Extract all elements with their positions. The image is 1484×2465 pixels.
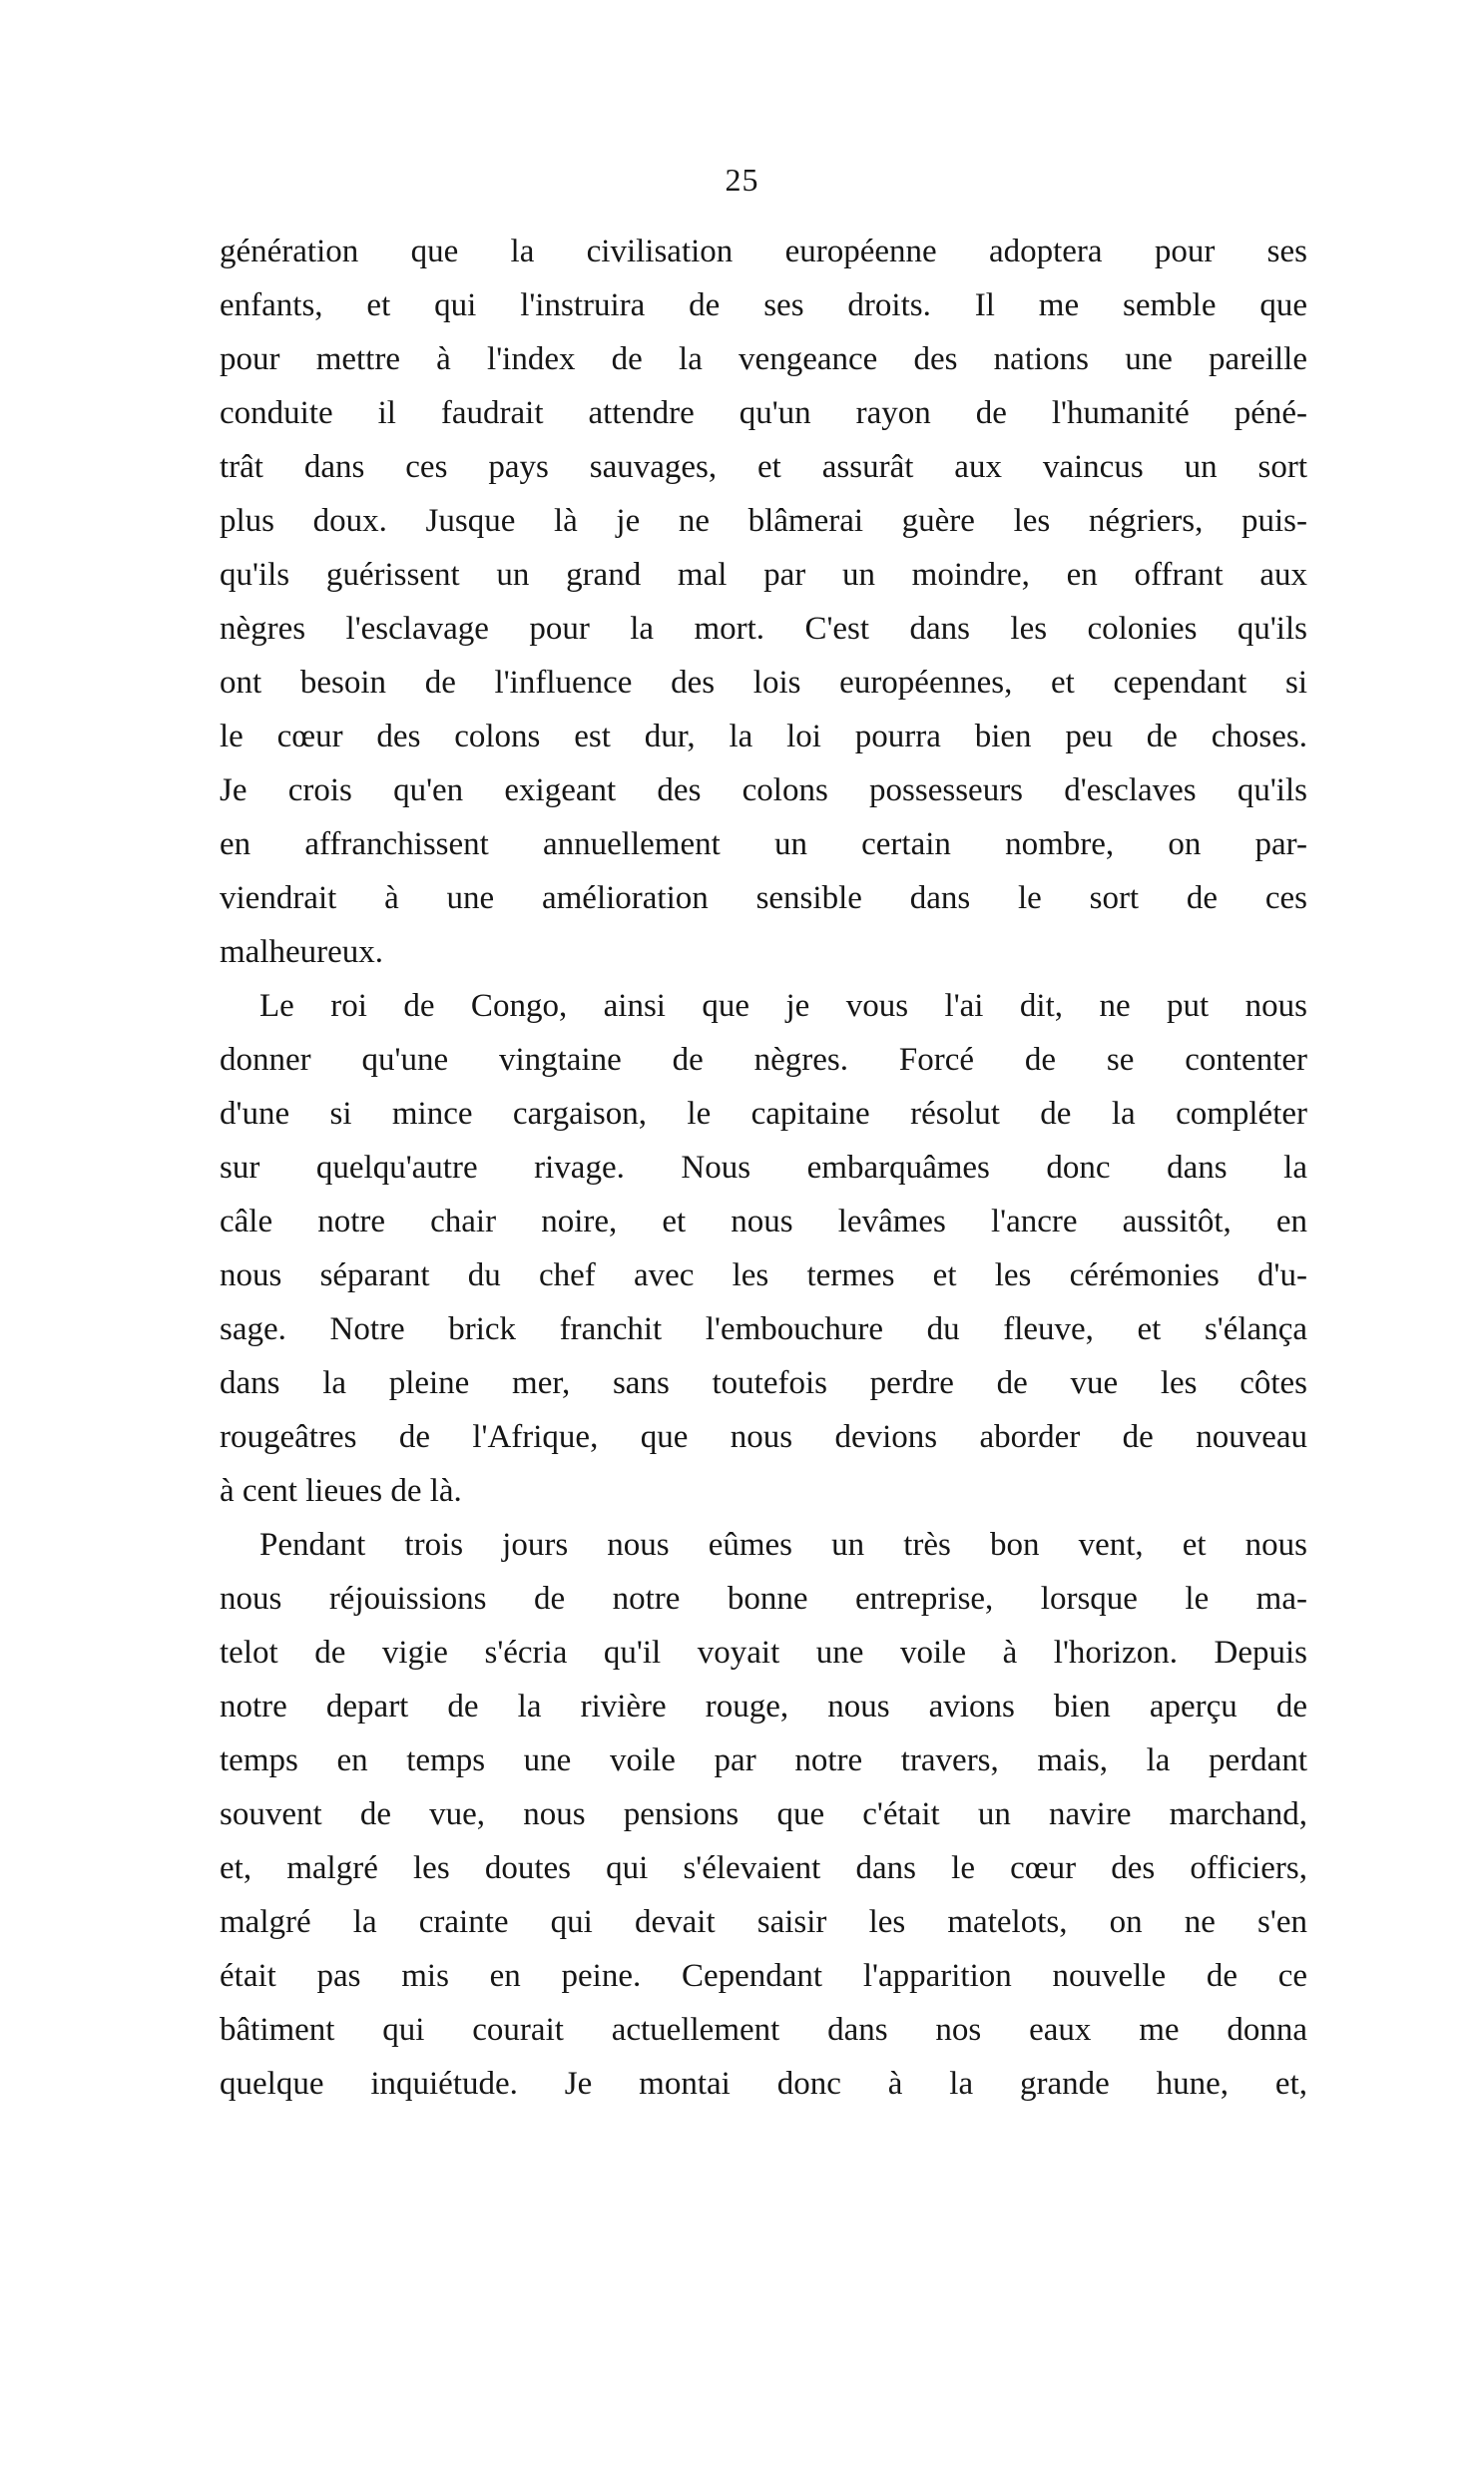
text-line: plus doux. Jusque là je ne blâmerai guère les négriers, puis- bbox=[220, 503, 1307, 539]
text-line: conduite il faudrait attendre qu'un rayon de l'humanité péné- bbox=[220, 395, 1307, 431]
text-line: génération que la civilisation européenne adoptera pour ses bbox=[220, 234, 1307, 269]
text-line: d'une si mince cargaison, le capitaine résolut de la compléter bbox=[220, 1096, 1307, 1132]
text-line: était pas mis en peine. Cependant l'apparition nouvelle de ce bbox=[220, 1958, 1307, 1994]
text-line: à cent lieues de là. bbox=[220, 1473, 462, 1509]
text-line: câle notre chair noire, et nous levâmes l'ancre aussitôt, en bbox=[220, 1204, 1307, 1239]
text-line: qu'ils guérissent un grand mal par un moindre, en offrant aux bbox=[220, 557, 1307, 593]
text-line: malheureux. bbox=[220, 934, 384, 970]
text-line: ont besoin de l'influence des lois européennes, et cependant si bbox=[220, 665, 1307, 701]
text-line: temps en temps une voile par notre travers, mais, la perdant bbox=[220, 1742, 1307, 1778]
text-line: malgré la crainte qui devait saisir les matelots, on ne s'en bbox=[220, 1904, 1307, 1940]
text-line: pour mettre à l'index de la vengeance des nations une pareille bbox=[220, 341, 1307, 377]
text-line: en affranchissent annuellement un certain nombre, on par- bbox=[220, 826, 1307, 862]
body-text bbox=[220, 225, 1307, 2111]
text-line: le cœur des colons est dur, la loi pourra bien peu de choses. bbox=[220, 719, 1307, 754]
text-line: nous séparant du chef avec les termes et les cérémonies d'u- bbox=[220, 1257, 1307, 1293]
text-line: enfants, et qui l'instruira de ses droits. Il me semble que bbox=[220, 287, 1307, 323]
text-line: Le roi de Congo, ainsi que je vous l'ai dit, ne put nous bbox=[259, 988, 1307, 1024]
text-line: sage. Notre brick franchit l'embouchure du fleuve, et s'élança bbox=[220, 1311, 1307, 1347]
text-line: sur quelqu'autre rivage. Nous embarquâmes donc dans la bbox=[220, 1150, 1307, 1186]
text-line: trât dans ces pays sauvages, et assurât aux vaincus un sort bbox=[220, 449, 1307, 485]
text-line: donner qu'une vingtaine de nègres. Forcé de se contenter bbox=[220, 1042, 1307, 1078]
text-line: rougeâtres de l'Afrique, que nous devions aborder de nouveau bbox=[220, 1419, 1307, 1455]
text-line: nègres l'esclavage pour la mort. C'est dans les colonies qu'ils bbox=[220, 611, 1307, 647]
text-line: souvent de vue, nous pensions que c'était un navire marchand, bbox=[220, 1796, 1307, 1832]
text-line: Pendant trois jours nous eûmes un très bon vent, et nous bbox=[259, 1527, 1307, 1563]
text-line: bâtiment qui courait actuellement dans nos eaux me donna bbox=[220, 2012, 1307, 2048]
text-line: notre depart de la rivière rouge, nous avions bien aperçu de bbox=[220, 1689, 1307, 1725]
text-line: quelque inquiétude. Je montai donc à la grande hune, et, bbox=[220, 2066, 1307, 2102]
text-line: et, malgré les doutes qui s'élevaient dans le cœur des officiers, bbox=[220, 1850, 1307, 1886]
text-line: Je crois qu'en exigeant des colons possesseurs d'esclaves qu'ils bbox=[220, 772, 1307, 808]
text-line: dans la pleine mer, sans toutefois perdre de vue les côtes bbox=[220, 1365, 1307, 1401]
text-line: viendrait à une amélioration sensible dans le sort de ces bbox=[220, 880, 1307, 916]
page-number: 25 bbox=[725, 162, 759, 198]
text-line: telot de vigie s'écria qu'il voyait une voile à l'horizon. Depuis bbox=[220, 1635, 1307, 1671]
text-line: nous réjouissions de notre bonne entreprise, lorsque le ma- bbox=[220, 1581, 1307, 1617]
